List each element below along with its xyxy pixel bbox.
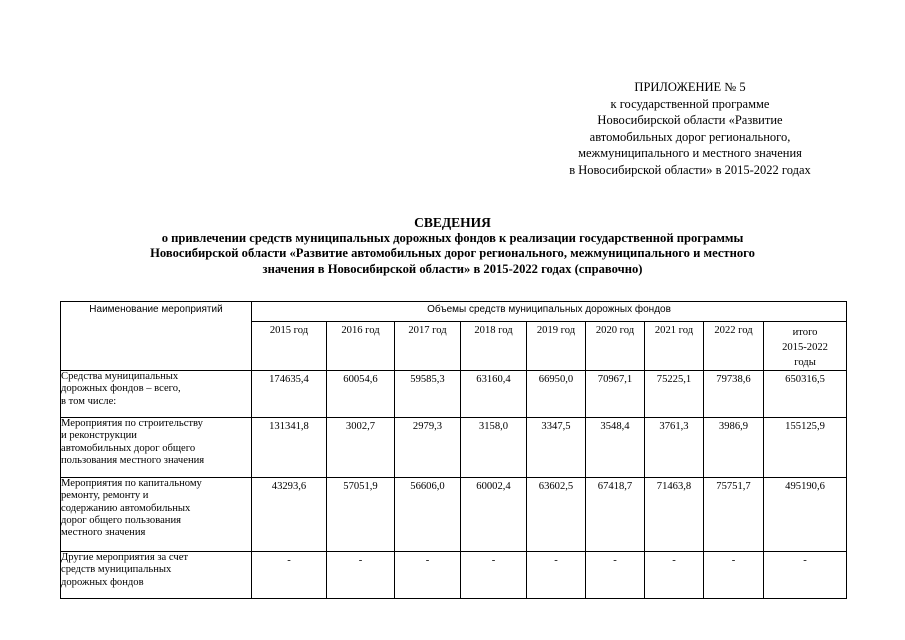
total-header-line: итого [792, 327, 818, 338]
value-cell: 56606,0 [395, 478, 461, 552]
table-row [61, 371, 847, 418]
value-cell: 79738,6 [704, 371, 764, 418]
year-header: 2015 год [252, 322, 327, 371]
value-cell: 57051,9 [327, 478, 395, 552]
value-cell: 67418,7 [586, 478, 645, 552]
value-cell: 66950,0 [527, 371, 586, 418]
year-header: 2018 год [461, 322, 527, 371]
appendix-line: автомобильных дорог регионального, [589, 129, 791, 144]
value-cell: - [461, 552, 527, 599]
value-cell: 3002,7 [327, 418, 395, 478]
row-label-line: Другие мероприятия за счет [61, 552, 189, 563]
row-label-line: местного значения [61, 527, 146, 539]
row-label [61, 552, 252, 599]
value-cell: 59585,3 [395, 371, 461, 418]
value-cell: 60054,6 [327, 371, 395, 418]
table-row [61, 478, 847, 552]
value-cell: 75751,7 [704, 478, 764, 552]
row-label-line: дорожных фондов [61, 576, 144, 588]
value-cell: 3158,0 [461, 418, 527, 478]
year-header: 2022 год [704, 322, 764, 371]
appendix-block [540, 79, 840, 178]
value-cell: 3986,9 [704, 418, 764, 478]
value-cell: - [704, 552, 764, 599]
row-label-line: автомобильных дорог общего [61, 442, 196, 454]
table-row [61, 552, 847, 599]
value-cell: 60002,4 [461, 478, 527, 552]
value-cell: 650316,5 [764, 371, 847, 418]
value-cell: 3347,5 [527, 418, 586, 478]
row-label-line: Мероприятия по строительству [61, 418, 203, 429]
document-subtitle-line: о привлечении средств муниципальных дорожных фондов к реализации государственной программы [161, 230, 744, 245]
value-cell: 75225,1 [645, 371, 704, 418]
appendix-line: межмуниципального и местного значения [578, 146, 802, 160]
appendix-line: к государственной программе [610, 96, 770, 111]
row-label-line: и реконструкции [61, 430, 137, 442]
total-header [764, 322, 847, 371]
value-cell: 155125,9 [764, 418, 847, 478]
value-cell: - [645, 552, 704, 599]
row-label [61, 478, 252, 552]
document-heading [60, 215, 845, 277]
row-label-line: содержанию автомобильных [61, 502, 191, 514]
value-cell: 63160,4 [461, 371, 527, 418]
value-cell: 174635,4 [252, 371, 327, 418]
total-header-line: годы [794, 357, 816, 368]
value-cell: 70967,1 [586, 371, 645, 418]
value-cell: - [252, 552, 327, 599]
appendix-line: в Новосибирской области» в 2015-2022 годах [569, 162, 811, 177]
row-label-line: в том числе: [61, 395, 117, 407]
row-label-line: дорог общего пользования [61, 514, 181, 526]
row-label-line: ремонту, ремонту и [61, 490, 149, 502]
document-title: СВЕДЕНИЯ [414, 215, 491, 230]
row-label-line: Средства муниципальных [61, 371, 179, 382]
document-subtitle-line: значения в Новосибирской области» в 2015-2022 годах (справочно) [262, 261, 643, 276]
table-row [61, 418, 847, 478]
value-cell: 2979,3 [395, 418, 461, 478]
row-label-line: пользования местного значения [61, 454, 205, 466]
value-cell: - [527, 552, 586, 599]
appendix-line: ПРИЛОЖЕНИЕ № 5 [634, 80, 746, 94]
value-cell: 71463,8 [645, 478, 704, 552]
value-cell: 43293,6 [252, 478, 327, 552]
total-header-line: 2015-2022 [782, 342, 828, 353]
activity-name-header: Наименование мероприятий [61, 302, 252, 371]
value-cell: 495190,6 [764, 478, 847, 552]
value-cell: 3548,4 [586, 418, 645, 478]
value-cell: - [395, 552, 461, 599]
year-header: 2019 год [527, 322, 586, 371]
row-label [61, 418, 252, 478]
value-cell: 63602,5 [527, 478, 586, 552]
year-header: 2017 год [395, 322, 461, 371]
row-label-line: средств муниципальных [61, 564, 172, 576]
document-subtitle-line: Новосибирской области «Развитие автомобильных дорог регионального, межмуниципального и местного [150, 246, 755, 260]
value-cell: - [586, 552, 645, 599]
year-header: 2020 год [586, 322, 645, 371]
row-label [61, 371, 252, 418]
year-header: 2016 год [327, 322, 395, 371]
value-cell: - [764, 552, 847, 599]
funds-volume-header: Объемы средств муниципальных дорожных фондов [252, 302, 847, 322]
row-label-line: Мероприятия по капитальному [61, 478, 202, 489]
appendix-line: Новосибирской области «Развитие [597, 113, 783, 127]
value-cell: - [327, 552, 395, 599]
value-cell: 3761,3 [645, 418, 704, 478]
row-label-line: дорожных фондов – всего, [61, 383, 181, 395]
value-cell: 131341,8 [252, 418, 327, 478]
year-header: 2021 год [645, 322, 704, 371]
funds-table [60, 301, 847, 599]
